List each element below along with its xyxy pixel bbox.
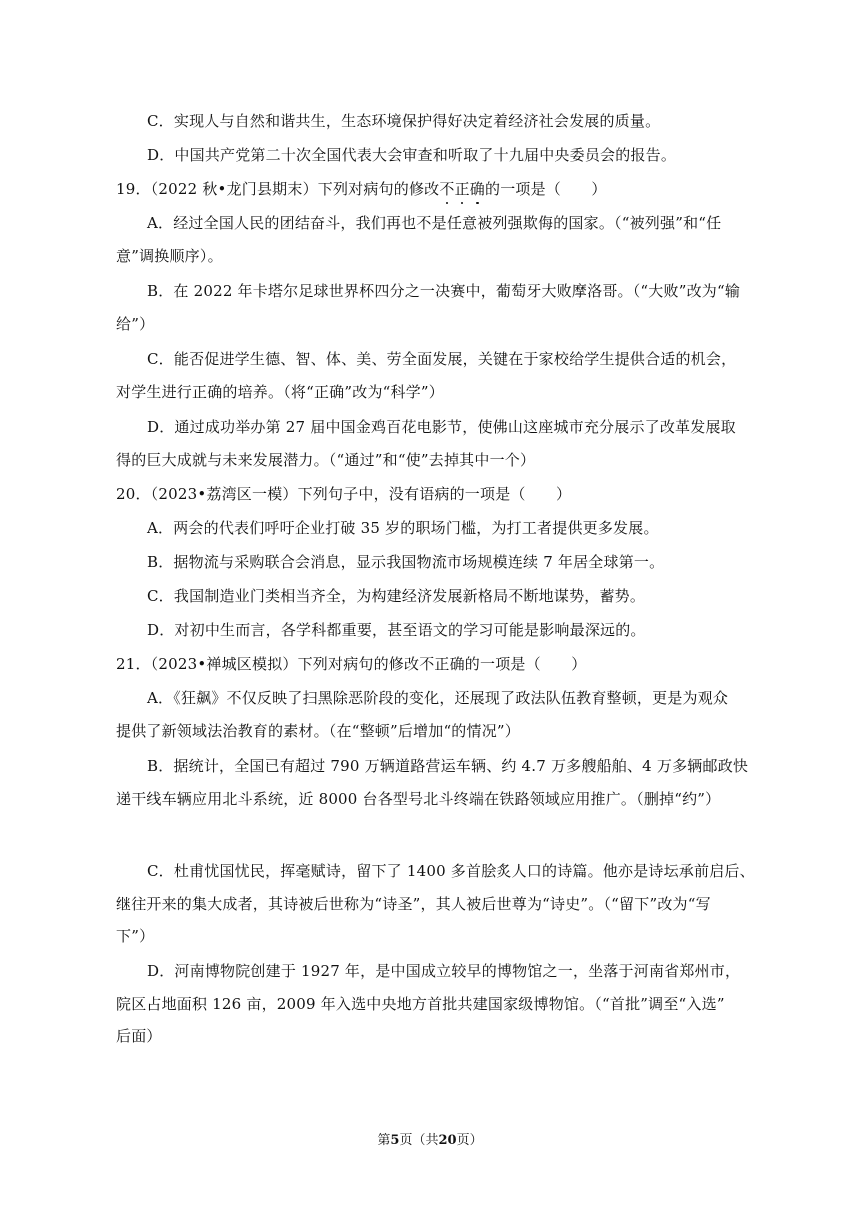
page-footer (0, 1132, 860, 1150)
footer-prefix: 第 (377, 1133, 391, 1148)
footer-total-pages: 20 (438, 1133, 457, 1148)
q21-option-a-line2: 提供了新领域法治教育的素材。（在“整顿”后增加“的情况”） (116, 722, 520, 740)
q19-option-d-line1: D．通过成功举办第 27 届中国金鸡百花电影节，使佛山这座城市充分展示了改革发展取 (147, 418, 736, 436)
q20-option-a: A．两会的代表们呼吁企业打破 35 岁的职场门槛，为打工者提供更多发展。 (147, 519, 659, 537)
q19-emphasis-char: 确 (469, 180, 485, 198)
q20-option-c: C．我国制造业门类相当齐全，为构建经济发展新格局不断地谋势，蓄势。 (147, 587, 646, 605)
q21-option-c-line1: C．杜甫忧国忧民，挥毫赋诗，留下了 1400 多首脍炙人口的诗篇。他亦是诗坛承前启后、 (147, 862, 755, 880)
q19-stem-pre: 19．（2022 秋•龙门县期末）下列对病句的修改 (116, 180, 440, 198)
q21-option-c-line3: 下”） (116, 927, 155, 945)
q21-option-d-line2: 院区占地面积 126 亩，2009 年入选中央地方首批共建国家级博物馆。（“首批”调至“入选” (116, 995, 725, 1013)
q19-option-c-line2: 对学生进行正确的培养。（将“正确”改为“科学”） (116, 383, 444, 401)
q21-option-b-line2: 递干线车辆应用北斗系统，近 8000 台各型号北斗终端在铁路领域应用推广。（删掉“约”） (116, 790, 721, 808)
q20-option-d: D．对初中生而言，各学科都重要，甚至语文的学习可能是影响最深远的。 (147, 621, 646, 639)
q20-option-b: B．据物流与采购联合会消息，显示我国物流市场规模连续 7 年居全球第一。 (147, 553, 665, 571)
q21-option-d-line1: D．河南博物院创建于 1927 年，是中国成立较早的博物馆之一，坐落于河南省郑州市， (147, 962, 741, 980)
q21-option-d-line3: 后面） (116, 1027, 162, 1045)
q21-stem: 21．（2023•禅城区模拟）下列对病句的修改不正确的一项是（ ） (116, 655, 587, 673)
q19-option-b-line2: 给”） (116, 315, 155, 333)
footer-page-number: 5 (390, 1133, 400, 1148)
footer-middle: 页（共 (399, 1133, 439, 1148)
q19-option-a-line1: A．经过全国人民的团结奋斗，我们再也不是任意被列强欺侮的国家。（“被列强”和“任 (147, 214, 722, 232)
q19-emphasis-char: 正 (454, 180, 470, 198)
footer-suffix: 页） (456, 1133, 483, 1148)
q21-option-b-line1: B．据统计，全国已有超过 790 万辆道路营运车辆、约 4.7 万多艘船舶、4 万多辆邮政快 (147, 757, 749, 775)
q19-option-b-line1: B．在 2022 年卡塔尔足球世界杯四分之一决赛中，葡萄牙大败摩洛哥。（“大败”改为“输 (147, 282, 741, 300)
q19-option-c-line1: C．能否促进学生德、智、体、美、劳全面发展，关键在于家校给学生提供合适的机会， (147, 350, 737, 368)
q19-emphasis-char: 不 (439, 180, 455, 198)
q21-option-a-line1: A．《狂飙》不仅反映了扫黑除恶阶段的变化，还展现了政法队伍教育整顿，更是为观众 (147, 689, 729, 707)
q19-stem-post: 的一项是（ ） (485, 180, 607, 198)
q18-option-d: D．中国共产党第二十次全国代表大会审查和听取了十九届中央委员会的报告。 (147, 146, 677, 164)
q19-option-d-line2: 得的巨大成就与未来发展潜力。（“通过”和“使”去掉其中一个） (116, 451, 536, 469)
q19-option-a-line2: 意”调换顺序）。 (116, 247, 223, 265)
q21-option-c-line2: 继往开来的集大成者，其诗被后世称为“诗圣”，其人被后世尊为“诗史”。（“留下”改为“写 (116, 895, 711, 913)
q18-option-c: C．实现人与自然和谐共生，生态环境保护得好决定着经济社会发展的质量。 (147, 112, 661, 130)
q19-stem (116, 179, 607, 199)
q20-stem: 20．（2023•荔湾区一模）下列句子中，没有语病的一项是（ ） (116, 485, 572, 503)
